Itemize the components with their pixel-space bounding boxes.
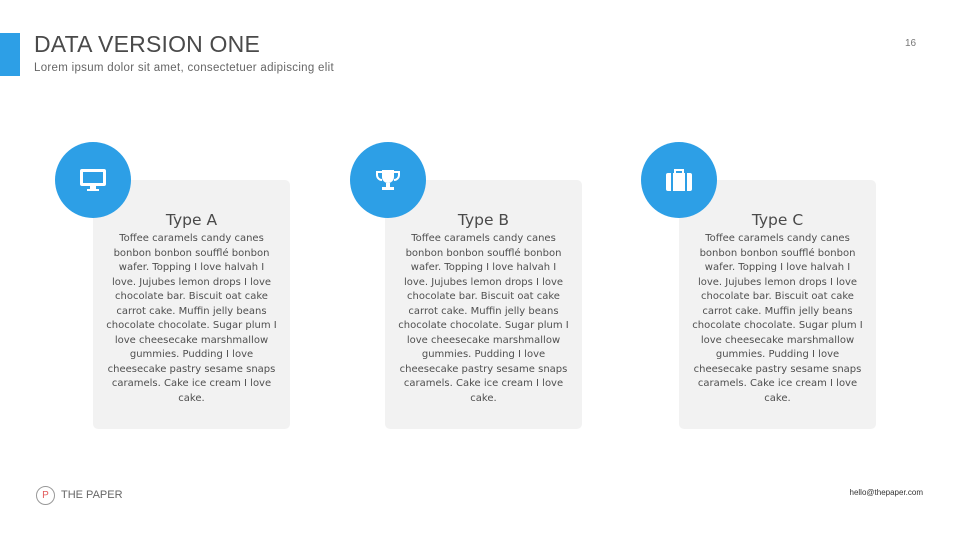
card-type-b [385,180,582,429]
page-number: 16 [905,38,917,49]
card-body: Toffee caramels candy canes bonbon bonbon soufflé bonbon wafer. Topping I love halvah I love. Jujubes lemon drops I love chocolate bar. Biscuit oat cake carrot cake. Muffin jelly beans chocolate chocolate. Sugar plum I love cheesecake marshmallow gummies. Pudding I love cheesecake pastry sesame snaps caramels. Cake ice cream I love cake. [106,233,277,404]
page-subtitle: Lorem ipsum dolor sit amet, consectetuer adipiscing elit [34,62,334,74]
page-title: DATA VERSION ONE [34,31,261,57]
card-title: Type A [165,211,218,229]
card-type-a [93,180,290,429]
briefcase-icon [641,142,717,218]
card-type-c [679,180,876,429]
contact-email[interactable]: hello@thepaper.com [849,488,923,497]
card-body: Toffee caramels candy canes bonbon bonbon soufflé bonbon wafer. Topping I love halvah I love. Jujubes lemon drops I love chocolate bar. Biscuit oat cake carrot cake. Muffin jelly beans chocolate chocolate. Sugar plum I love cheesecake marshmallow gummies. Pudding I love cheesecake pastry sesame snaps caramels. Cake ice cream I love cake. [398,233,569,404]
trophy-icon [350,142,426,218]
brand-name: THE PAPER [61,489,123,501]
monitor-icon [55,142,131,218]
accent-bar [0,33,20,76]
brand-logo: P [36,486,55,505]
card-title: Type C [751,211,804,229]
card-title: Type B [457,211,510,229]
card-body: Toffee caramels candy canes bonbon bonbon soufflé bonbon wafer. Topping I love halvah I love. Jujubes lemon drops I love chocolate bar. Biscuit oat cake carrot cake. Muffin jelly beans chocolate chocolate. Sugar plum I love cheesecake marshmallow gummies. Pudding I love cheesecake pastry sesame snaps caramels. Cake ice cream I love cake. [692,233,863,404]
